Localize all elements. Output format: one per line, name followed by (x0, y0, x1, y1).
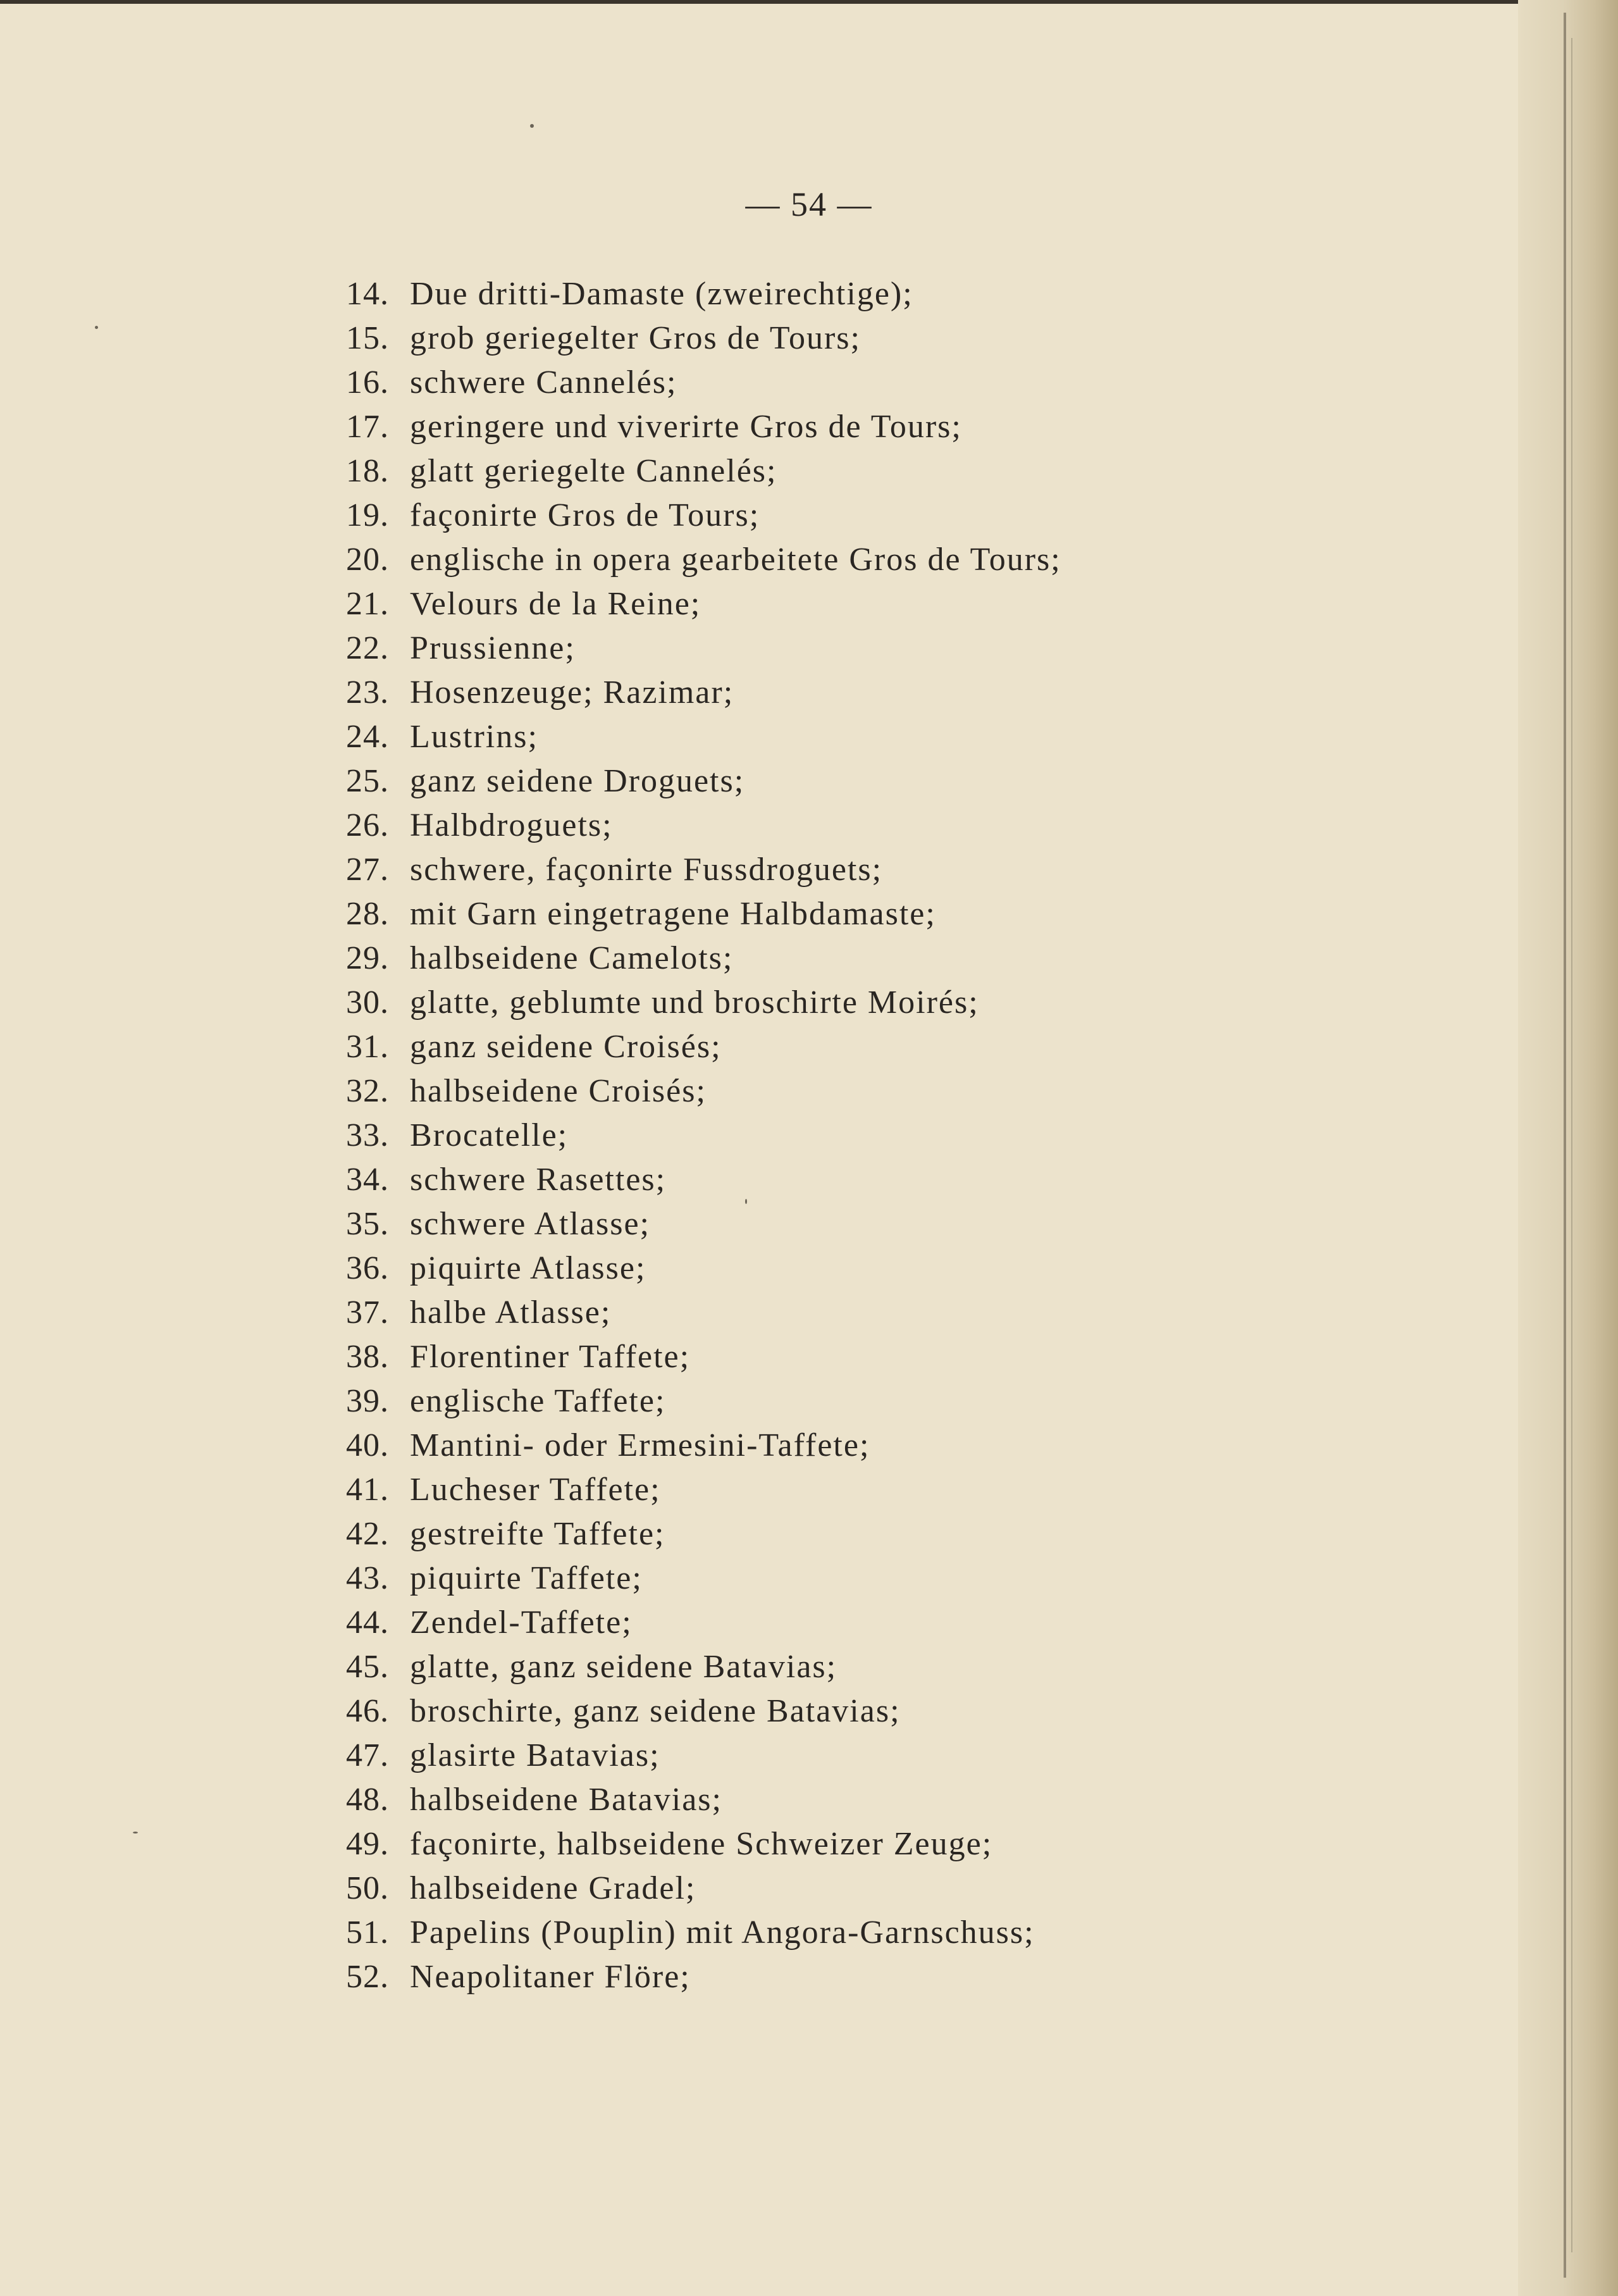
paper-speck (133, 1832, 138, 1834)
item-number: 47. (346, 1737, 389, 1773)
item-text: Mantini- oder Ermesini-Taffete; (410, 1427, 870, 1463)
item-text: façonirte Gros de Tours; (410, 497, 760, 533)
item-number: 37. (346, 1294, 389, 1331)
page-number: — 54 — (745, 185, 873, 223)
item-text: schwere Atlasse; (410, 1206, 651, 1242)
item-number: 42. (346, 1516, 389, 1552)
item-number: 30. (346, 984, 389, 1021)
item-text: Lustrins; (410, 719, 538, 755)
item-number: 41. (346, 1472, 389, 1508)
item-number: 18. (346, 453, 389, 489)
item-number: 38. (346, 1339, 389, 1375)
item-text: piquirte Taffete; (410, 1560, 643, 1596)
paper-speck (95, 326, 98, 329)
item-number: 52. (346, 1959, 389, 1995)
item-text: halbe Atlasse; (410, 1294, 612, 1331)
item-number: 20. (346, 542, 389, 578)
item-number: 16. (346, 364, 389, 400)
paper-speck (530, 124, 534, 128)
item-number: 29. (346, 940, 389, 976)
item-text: halbseidene Batavias; (410, 1782, 722, 1818)
item-text: Brocatelle; (410, 1117, 569, 1153)
item-text: geringere und viverirte Gros de Tours; (410, 409, 962, 445)
item-text: glatte, ganz seidene Batavias; (410, 1649, 837, 1685)
spine-fold-line (1564, 13, 1566, 2278)
item-text: glatt geriegelte Cannelés; (410, 453, 777, 489)
item-text: schwere, façonirte Fussdroguets; (410, 852, 883, 888)
item-text: englische Taffete; (410, 1383, 666, 1419)
paper-speck (745, 1199, 747, 1204)
item-number: 45. (346, 1649, 389, 1685)
item-text: Neapolitaner Flöre; (410, 1959, 691, 1995)
item-text: gestreifte Taffete; (410, 1516, 665, 1552)
item-text: Prussienne; (410, 630, 576, 666)
item-text: broschirte, ganz seidene Batavias; (410, 1693, 901, 1729)
item-text: mit Garn eingetragene Halbdamaste; (410, 896, 936, 932)
item-text: schwere Cannelés; (410, 364, 677, 400)
item-text: ganz seidene Croisés; (410, 1029, 722, 1065)
item-number: 43. (346, 1560, 389, 1596)
item-number: 50. (346, 1870, 389, 1906)
item-text: Hosenzeuge; Razimar; (410, 674, 734, 711)
item-text: halbseidene Croisés; (410, 1073, 707, 1109)
item-number: 17. (346, 409, 389, 445)
item-number: 32. (346, 1073, 389, 1109)
item-number: 21. (346, 586, 389, 622)
item-number: 51. (346, 1914, 389, 1951)
item-number: 33. (346, 1117, 389, 1153)
spine-fold-shadow (1571, 38, 1572, 2252)
item-text: glasirte Batavias; (410, 1737, 660, 1773)
item-text: Papelins (Pouplin) mit Angora-Garnschuss; (410, 1914, 1035, 1951)
item-text: piquirte Atlasse; (410, 1250, 646, 1286)
item-number: 31. (346, 1029, 389, 1065)
item-number: 24. (346, 719, 389, 755)
item-number: 39. (346, 1383, 389, 1419)
item-text: glatte, geblumte und broschirte Moirés; (410, 984, 979, 1021)
item-text: englische in opera gearbeitete Gros de Tours; (410, 542, 1061, 578)
book-spine-edge (1518, 0, 1618, 2296)
item-number: 25. (346, 763, 389, 799)
item-number: 36. (346, 1250, 389, 1286)
item-number: 23. (346, 674, 389, 711)
item-text: Velours de la Reine; (410, 586, 701, 622)
item-text: Lucheser Taffete; (410, 1472, 661, 1508)
item-text: Halbdroguets; (410, 807, 613, 843)
item-text: grob geriegelter Gros de Tours; (410, 320, 861, 356)
item-number: 27. (346, 852, 389, 888)
item-number: 48. (346, 1782, 389, 1818)
item-number: 35. (346, 1206, 389, 1242)
item-number: 34. (346, 1162, 389, 1198)
item-text: ganz seidene Droguets; (410, 763, 745, 799)
item-number: 15. (346, 320, 389, 356)
item-number: 22. (346, 630, 389, 666)
item-text: Due dritti-Damaste (zweirechtige); (410, 276, 913, 312)
item-number: 28. (346, 896, 389, 932)
item-number: 46. (346, 1693, 389, 1729)
item-text: schwere Rasettes; (410, 1162, 667, 1198)
item-text: Zendel-Taffete; (410, 1604, 633, 1641)
item-number: 26. (346, 807, 389, 843)
item-text: halbseidene Camelots; (410, 940, 734, 976)
item-number: 14. (346, 276, 389, 312)
item-number: 19. (346, 497, 389, 533)
item-text: Florentiner Taffete; (410, 1339, 691, 1375)
item-text: halbseidene Gradel; (410, 1870, 696, 1906)
item-number: 44. (346, 1604, 389, 1641)
item-number: 49. (346, 1826, 389, 1862)
item-number: 40. (346, 1427, 389, 1463)
item-text: façonirte, halbseidene Schweizer Zeuge; (410, 1826, 993, 1862)
